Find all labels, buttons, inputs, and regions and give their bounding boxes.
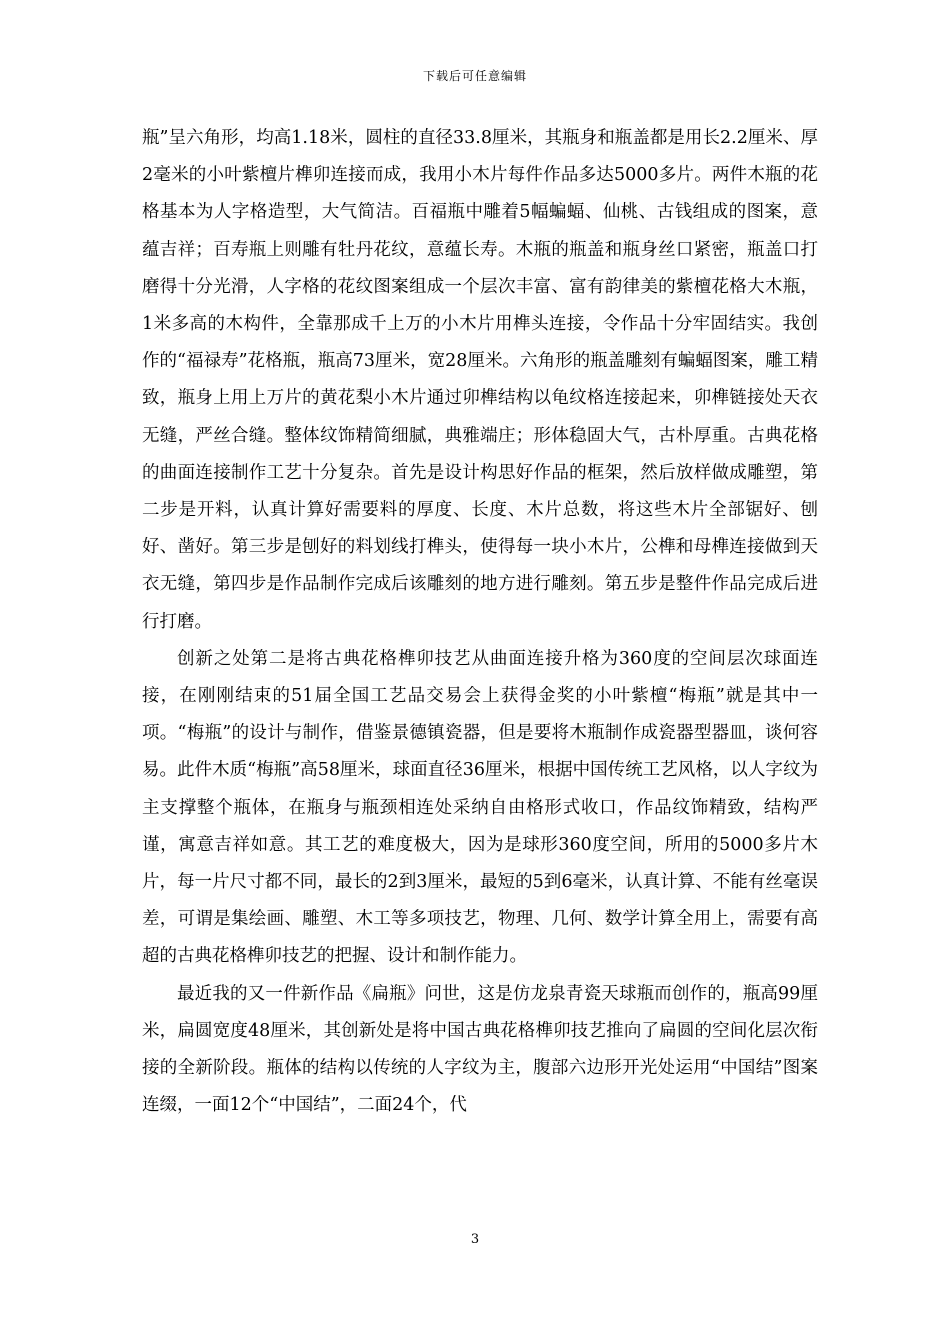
paragraph-2: 创新之处第二是将古典花格榫卯技艺从曲面连接升格为360度的空间层次球面连接，在刚刚结束的51届全国工艺品交易会上获得金奖的小叶紫檀“梅瓶”就是其中一项。“梅瓶”的设计与制作，借鉴景德镇瓷器，但是要将木瓶制作成瓷器型器皿，谈何容易。此件木质“梅瓶”高58厘米，球面直径36厘米，根据中国传统工艺风格，以人字纹为主支撑整个瓶体，在瓶身与瓶颈相连处采纳自由格形式收口，作品纹饰精致，结构严谨，寓意吉祥如意。其工艺的难度极大，因为是球形360度空间，所用的5000多片木片，每一片尺寸都不同，最长的2到3厘米，最短的5到6毫米，认真计算、不能有丝毫误差，可谓是集绘画、雕塑、木工等多项技艺，物理、几何、数学计算全用上，需要有高超的古典花格榫卯技艺的把握、设计和制作能力。	[142, 648, 818, 967]
page-header: 下载后可任意编辑	[422, 69, 527, 83]
page-number: 3	[470, 1232, 480, 1247]
paragraph-1: 瓶”呈六角形，均高1.18米，圆柱的直径33.8厘米，其瓶身和瓶盖都是用长2.2厘米、厚2毫米的小叶紫檀片榫卯连接而成，我用小木片每件作品多达5000多片。两件木瓶的花格基本为人字格造型，大气简洁。百福瓶中雕着5幅蝙蝠、仙桃、古钱组成的图案，意蕴吉祥；百寿瓶上则雕有牡丹花纹，意蕴长寿。木瓶的瓶盖和瓶身丝口紧密，瓶盖口打磨得十分光滑，人字格的花纹图案组成一个层次丰富、富有韵律美的紫檀花格大木瓶，1米多高的木构件，全靠那成千上万的小木片用榫头连接，令作品十分牢固结实。我创作的“福禄寿”花格瓶，瓶高73厘米，宽28厘米。六角形的瓶盖雕刻有蝙蝠图案，雕工精致，瓶身上用上万片的黄花梨小木片通过卯榫结构以龟纹格连接起来，卯榫链接处天衣无缝，严丝合缝。整体纹饰精简细腻，典雅端庄；形体稳固大气，古朴厚重。古典花格的曲面连接制作工艺十分复杂。首先是设计构思好作品的框架，然后放样做成雕塑，第二步是开料，认真计算好需要料的厚度、长度、木片总数，将这些木片全部锯好、刨好、凿好。第三步是刨好的料划线打榫头，使得每一块小木片，公榫和母榫连接做到天衣无缝，第四步是作品制作完成后该雕刻的地方进行雕刻。第五步是整件作品完成后进行打磨。	[142, 128, 818, 632]
paragraph-3: 最近我的又一件新作品《扁瓶》问世，这是仿龙泉青瓷天球瓶而创作的，瓶高99厘米，扁圆宽度48厘米，其创新处是将中国古典花格榫卯技艺推向了扁圆的空间化层次衔接的全新阶段。瓶体的结构以传统的人字纹为主，腹部六边形开光处运用“中国结”图案连缀，一面12个“中国结”，二面24个，代	[142, 983, 818, 1116]
document-body	[142, 120, 818, 1124]
